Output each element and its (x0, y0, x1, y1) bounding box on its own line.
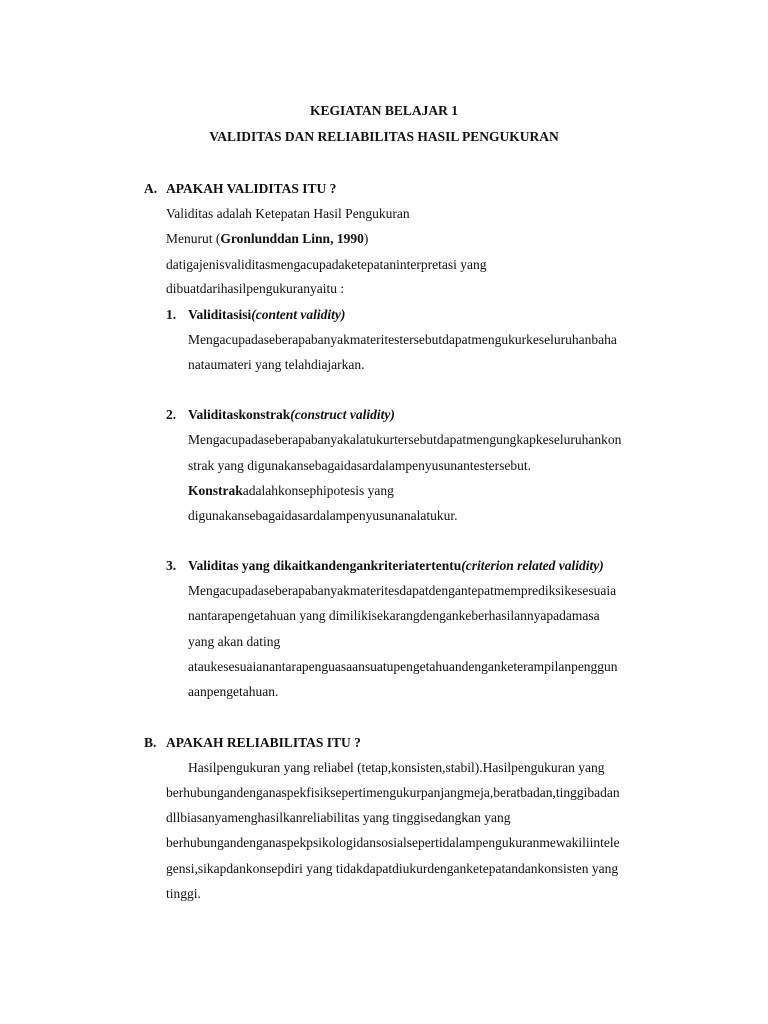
intro-line-2: dibuatdarihasilpengukuranyaitu : (166, 281, 345, 296)
item-2-number: 2. (166, 407, 177, 422)
title-validitas-reliabilitas: VALIDITAS DAN RELIABILITAS HASIL PENGUKURAN (209, 129, 559, 144)
item-3-title-text: Validitas yang dikaitkandengankriteriatertentu (188, 558, 462, 573)
validitas-definition: Validitas adalah Ketepatan Hasil Pengukuran (166, 206, 410, 221)
reliabilitas-line: dllbiasanyamenghasilkanreliabilitas yang tinggisedangkan yang (166, 810, 511, 825)
item-3-line: Mengacupadaseberapabanyakmateritesdapatdengantepatmemprediksikesesuaia (188, 583, 617, 598)
citation-line (166, 230, 368, 248)
item-3-title-italic: (criterion related validity) (461, 558, 604, 573)
item-1-title (188, 306, 345, 324)
item-3-title (188, 557, 604, 575)
citation-author: Gronlunddan Linn, 1990 (220, 231, 364, 246)
item-2-title (188, 406, 395, 424)
item-2-title-italic: (construct validity) (290, 407, 395, 422)
reliabilitas-line: Hasilpengukuran yang reliabel (tetap,konsisten,stabil).Hasilpengukuran yang (188, 760, 605, 775)
item-2-line: Mengacupadaseberapabanyakalatukurtersebutdapatmengungkapkeseluruhankon (188, 432, 622, 447)
item-2-konstrak-line (188, 482, 394, 500)
reliabilitas-line: berhubungandenganaspekfisiksepertimengukurpanjangmeja,beratbadan,tinggibadan (166, 785, 620, 800)
konstrak-term: Konstrak (188, 483, 243, 498)
konstrak-definition: adalahkonsephipotesis yang (242, 483, 394, 498)
item-3-number: 3. (166, 558, 177, 573)
title-kegiatan-belajar: KEGIATAN BELAJAR 1 (309, 103, 459, 118)
intro-line-1: datigajenisvaliditasmengacupadaketepataninterpretasi yang (166, 257, 487, 272)
item-2-title-text: Validitaskonstrak (188, 407, 291, 422)
item-2-line: strak yang digunakansebagaidasardalampenyusunantestersebut. (188, 458, 532, 473)
item-3-line: nantarapengetahuan yang dimilikisekarangdengankeberhasilannyapadamasa (188, 608, 600, 623)
citation-suffix: ) (363, 231, 369, 246)
reliabilitas-line: berhubungandenganaspekpsikologidansosialsepertidalampengukuranmewakiliintele (166, 835, 620, 850)
section-a-heading: APAKAH VALIDITAS ITU ? (166, 181, 337, 196)
item-3-line: aanpengetahuan. (188, 684, 279, 699)
item-1-line: nataumateri yang telahdiajarkan. (188, 357, 365, 372)
item-1-title-text: Validitasisi (188, 307, 252, 322)
item-1-line: Mengacupadaseberapabanyakmateritestersebutdapatmengukurkeseluruhanbaha (188, 332, 617, 347)
item-1-title-italic: (content validity) (251, 307, 346, 322)
item-3-line: yang akan dating (188, 634, 281, 649)
citation-prefix: Menurut ( (166, 231, 221, 246)
section-b-letter: B. (144, 735, 157, 750)
item-3-line: ataukesesuaianantarapenguasaansuatupengetahuandenganketerampilanpenggun (188, 659, 618, 674)
item-2-line: digunakansebagaidasardalampenyusunanalatukur. (188, 508, 458, 523)
section-b-heading: APAKAH RELIABILITAS ITU ? (166, 735, 361, 750)
section-a-letter: A. (144, 181, 158, 196)
reliabilitas-line: tinggi. (166, 886, 201, 901)
item-1-number: 1. (166, 307, 177, 322)
reliabilitas-line: gensi,sikapdankonsepdiri yang tidakdapatdiukurdenganketepatandankonsisten yang (166, 861, 619, 876)
